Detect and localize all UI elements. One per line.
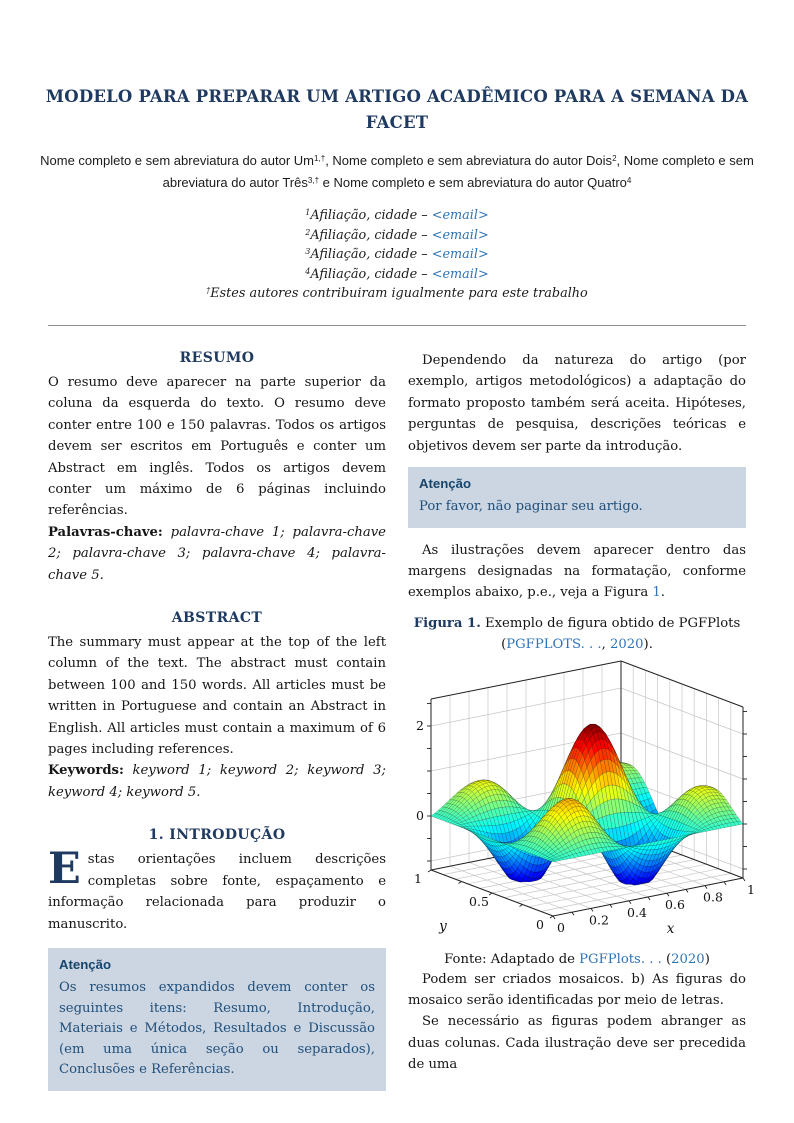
fonte-close: ) — [704, 951, 710, 967]
ilustracoes-text-end: . — [660, 585, 665, 601]
ilustracoes-text: As ilustrações devem aparecer dentro das margens designadas na formatação, conforme exemplos abaixo, p.e., veja a Figura — [408, 542, 746, 601]
attention-box-left-body: Os resumos expandidos devem conter os seguintes itens: Resumo, Introdução, Materiais e Métodos, Resultados e Discussão (em uma única seção ou separados), Conclusões e Referências. — [59, 979, 375, 1078]
figura-1-ref-link[interactable]: 1 — [652, 585, 661, 601]
contribution-note-text: Estes autores contribuiram igualmente para este trabalho — [210, 286, 588, 302]
mosaicos-paragraph: Podem ser criados mosaicos. b) As figuras do mosaico serão identificadas por meio de letras. — [408, 971, 746, 1009]
affiliation-1-text: Afiliação, cidade – — [310, 208, 432, 223]
author-1-sup: 1,† — [314, 153, 326, 163]
duas-colunas-paragraph: Se necessário as figuras podem abranger as duas colunas. Cada ilustração deve ser precedida de uma — [408, 1014, 746, 1073]
resumo-heading: RESUMO — [179, 349, 255, 366]
resumo-paragraph: O resumo deve aparecer na parte superior da coluna da esquerda do texto. O resumo deve conter entre 100 e 150 palavras. Todos os artigos devem ser escritos em Português e conter um Abstract em inglês. Todos os artigos devem conter um máximo de 6 páginas incluindo referências. — [48, 374, 386, 519]
abstract-heading: ABSTRACT — [171, 610, 263, 627]
attention-box-right-heading: Atenção — [419, 476, 472, 491]
contribution-note — [0, 285, 794, 305]
citation-sep: , — [601, 637, 610, 653]
author-4-sup: 4 — [626, 175, 632, 185]
affiliation-4 — [0, 266, 794, 286]
affiliation-4-text: Afiliação, cidade – — [310, 266, 432, 282]
email-link-1[interactable]: <email> — [431, 208, 489, 223]
left-column — [48, 350, 386, 1091]
fonte-year-link[interactable]: 2020 — [671, 951, 705, 967]
citation-pgfplots-link[interactable]: PGFPLOTS. . . — [506, 637, 602, 653]
affiliation-1 — [0, 207, 794, 227]
citation-year-link[interactable]: 2020 — [609, 637, 644, 653]
ilustracoes-paragraph — [408, 540, 746, 604]
attention-box-left — [48, 948, 386, 1091]
affiliation-3-text: Afiliação, cidade – — [310, 247, 432, 263]
author-3-sup: 3,† — [307, 175, 320, 185]
abstract-paragraph: The summary must appear at the top of the left column of the text. The abstract must contain between 100 and 150 words. All articles must be written in Portuguese and contain an Abstract in English. All articles must contain a maximum of 6 pages including references. — [48, 635, 386, 758]
email-link-2[interactable]: <email> — [431, 227, 489, 243]
attention-box-left-heading: Atenção — [59, 956, 112, 972]
attention-box-right-body: Por favor, não paginar seu artigo. — [419, 499, 643, 514]
affiliation-2 — [0, 227, 794, 247]
author-sep: , — [325, 153, 333, 168]
email-link-3[interactable]: <email> — [431, 247, 489, 263]
introducao-heading: 1. INTRODUÇÃO — [148, 827, 286, 844]
contribution-note-sup: † — [206, 286, 211, 296]
keywords-line — [48, 760, 386, 803]
palavras-chave-label: Palavras-chave: — [48, 524, 163, 540]
figure-caption-text: Exemplo de figura obtido de PGFPlots — [480, 615, 741, 631]
affiliation-2-sup: 2 — [305, 227, 311, 237]
figure-caption-label: Figura 1. — [413, 615, 481, 631]
figure-source-line — [408, 950, 746, 969]
dropcap-letter: E — [48, 844, 81, 895]
palavras-chave-text: palavra-chave 1; palavra-chave 2; palavra-chave 3; palavra-chave 4; palavra-chave 5. — [48, 524, 386, 583]
introducao-text: stas orientações incluem descrições completas sobre fonte, espaçamento e informação relacionada para produzir o manuscrito. — [48, 852, 386, 932]
author-4-name: Nome completo e sem abreviatura do autor Quatro — [333, 175, 627, 190]
affiliation-1-sup: 1 — [305, 208, 311, 218]
keywords-text: keyword 1; keyword 2; keyword 3; keyword 4; keyword 5. — [48, 763, 386, 800]
affiliation-3 — [0, 246, 794, 266]
figure-caption — [408, 613, 746, 656]
header-divider — [48, 325, 746, 326]
author-2-name: Nome completo e sem abreviatura do autor Dois — [332, 153, 613, 168]
author-2-sup: 2 — [612, 153, 617, 163]
author-line — [40, 151, 754, 195]
author-3-name: Nome completo e sem abreviatura do autor Três — [162, 153, 754, 190]
dependendo-paragraph: Dependendo da natureza do artigo (por exemplo, artigos metodológicos) a adaptação do formato proposto também será aceita. Hipóteses, perguntas de pesquisa, descrições teóricas e objetivos devem ser parte da introdução. — [408, 352, 746, 454]
author-sep: , — [616, 153, 624, 168]
email-link-4[interactable]: <email> — [431, 266, 489, 282]
figure-3d-surface-plot — [406, 658, 754, 948]
keywords-label: Keywords: — [48, 763, 124, 779]
right-column — [408, 350, 746, 1091]
citation-close: ). — [643, 637, 653, 653]
attention-box-right — [408, 467, 746, 528]
fonte-open: ( — [661, 951, 672, 967]
affiliations — [0, 207, 794, 305]
fonte-pgfplots-link[interactable]: PGFPlots. . . — [579, 951, 662, 967]
palavras-chave-line — [48, 522, 386, 586]
affiliation-3-sup: 3 — [305, 247, 311, 257]
affiliation-4-sup: 4 — [305, 266, 311, 276]
fonte-prefix: Fonte: Adaptado de — [444, 951, 580, 967]
two-column-body — [48, 350, 746, 1091]
introducao-paragraph — [48, 844, 386, 935]
paper-title: MODELO PARA PREPARAR UM ARTIGO ACADÊMICO PARA A SEMANA DA FACET — [45, 87, 749, 132]
author-sep: e — [319, 175, 334, 190]
author-1-name: Nome completo e sem abreviatura do autor Um — [40, 153, 314, 168]
citation-open: ( — [501, 637, 507, 653]
affiliation-2-text: Afiliação, cidade – — [310, 227, 432, 243]
